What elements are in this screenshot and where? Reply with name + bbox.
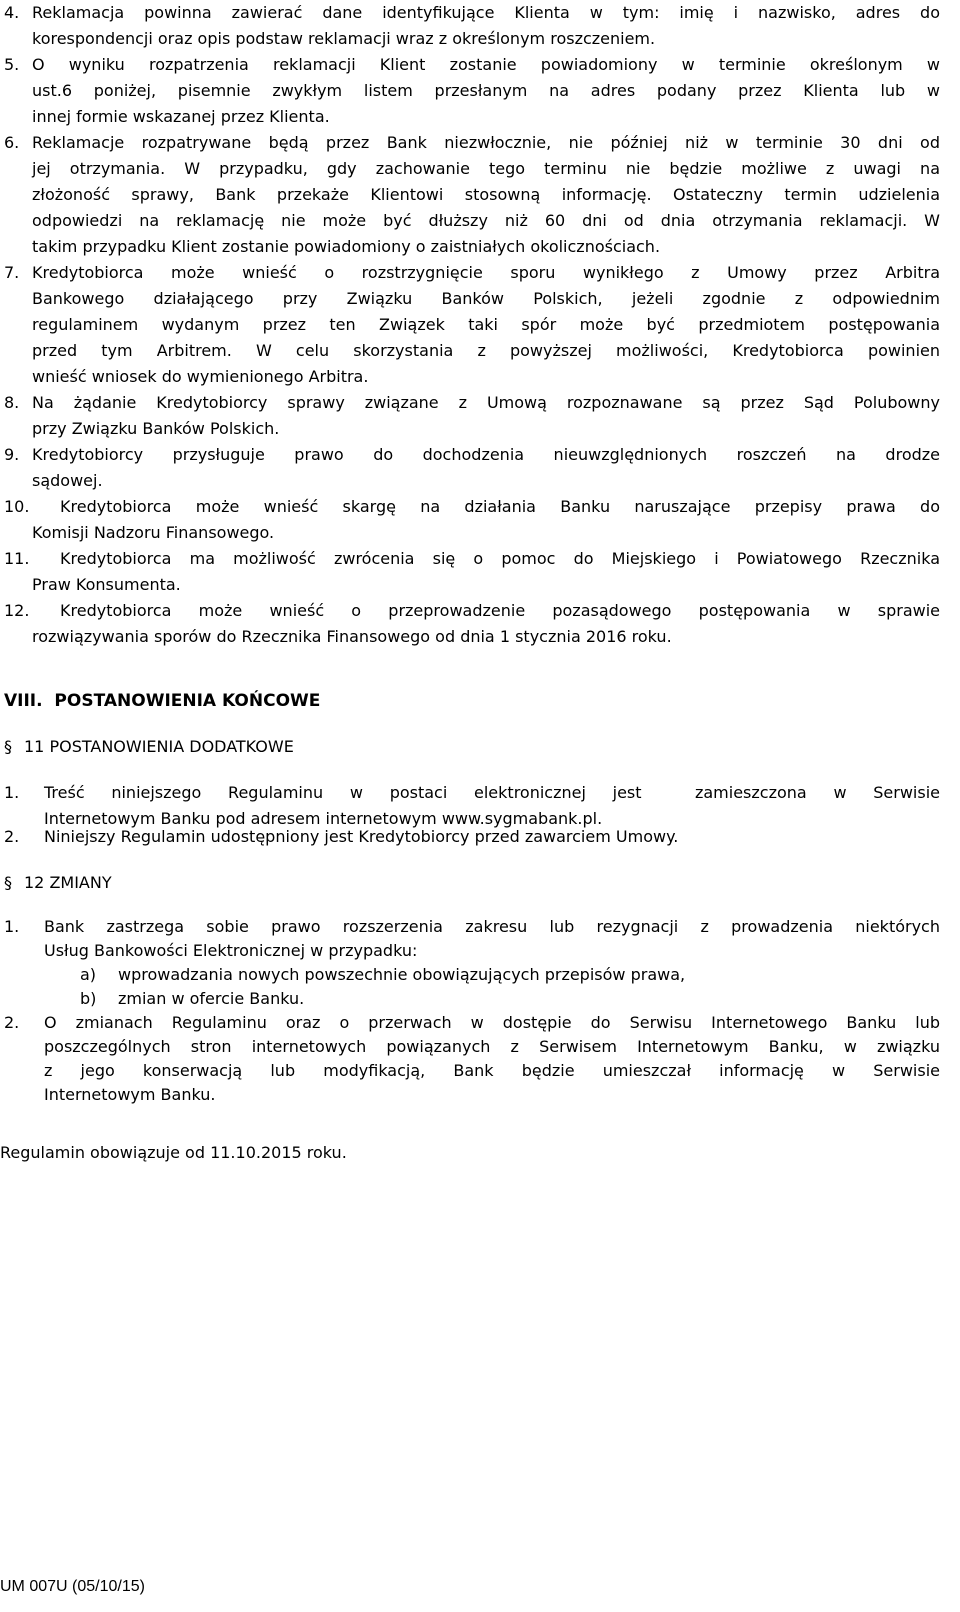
item-letter: b)	[80, 989, 97, 1008]
item-text: Kredytobiorca ma możliwość zwrócenia się o pomoc do Miejskiego i Powiatowego Rzecznika	[60, 549, 940, 568]
list-item-continuation	[0, 416, 940, 442]
item-text: Na żądanie Kredytobiorcy sprawy związane z Umową rozpoznawane są przez Sąd Polubowny	[32, 393, 940, 412]
sub-list-item	[0, 986, 940, 1012]
list-item	[0, 598, 940, 624]
item-text: Bank zastrzega sobie prawo rozszerzenia zakresu lub rezygnacji z prowadzenia niektórych	[44, 917, 940, 936]
list-item	[0, 824, 940, 850]
list-item	[0, 52, 940, 78]
list-item-continuation	[0, 364, 940, 390]
item-text: Praw Konsumenta.	[32, 575, 181, 594]
list-item	[0, 0, 940, 26]
list-item-continuation	[0, 338, 940, 364]
closing-statement	[0, 1140, 940, 1166]
item-text: Kredytobiorca może wnieść skargę na działania Banku naruszające przepisy prawa do	[60, 497, 940, 516]
list-item-continuation	[0, 624, 940, 650]
footer-code: UM 007U (05/10/15)	[0, 1578, 145, 1595]
section-heading-text: VIII. POSTANOWIENIA KOŃCOWE	[4, 691, 321, 711]
list-item-continuation	[0, 104, 940, 130]
list-item	[0, 260, 940, 286]
item-text: Internetowym Banku pod adresem internetowym www.sygmabank.pl.	[44, 809, 603, 828]
item-text: Internetowym Banku.	[44, 1085, 216, 1104]
item-text: wprowadzania nowych powszechnie obowiązujących przepisów prawa,	[118, 965, 686, 984]
item-number: 4.	[4, 3, 20, 22]
item-text: ust.6 poniżej, pisemnie zwykłym listem przesłanym na adres podany przez Klienta lub w	[32, 81, 940, 100]
list-item-continuation	[0, 234, 940, 260]
item-number: 2.	[4, 827, 20, 846]
list-item-continuation	[0, 468, 940, 494]
item-text: innej formie wskazanej przez Klienta.	[32, 107, 330, 126]
list-item-continuation	[0, 1082, 940, 1108]
list-item	[0, 130, 940, 156]
list-item	[0, 914, 940, 940]
item-text: Niniejszy Regulamin udostępniony jest Kredytobiorcy przed zawarciem Umowy.	[44, 827, 679, 846]
list-item-continuation	[0, 312, 940, 338]
subsection-heading	[0, 734, 940, 760]
item-text: regulaminem wydanym przez ten Związek taki spór może być przedmiotem postępowania	[32, 315, 940, 334]
item-number: 8.	[4, 393, 20, 412]
subsection-title: 11 POSTANOWIENIA DODATKOWE	[24, 737, 294, 756]
list-item-continuation	[0, 520, 940, 546]
closing-text: Regulamin obowiązuje od 11.10.2015 roku.	[0, 1143, 347, 1162]
list-item-continuation	[0, 26, 940, 52]
item-text: takim przypadku Klient zostanie powiadomiony o zaistniałych okolicznościach.	[32, 237, 661, 256]
item-number: 10.	[4, 497, 30, 516]
item-text: Komisji Nadzoru Finansowego.	[32, 523, 275, 542]
item-text: odpowiedzi na reklamację nie może być dłuższy niż 60 dni od dnia otrzymania reklamacji. W	[32, 211, 940, 230]
item-text: sądowej.	[32, 471, 103, 490]
item-number: 7.	[4, 263, 20, 282]
list-item-continuation	[0, 286, 940, 312]
list-item-continuation	[0, 938, 940, 964]
list-item-continuation	[0, 1034, 940, 1060]
item-letter: a)	[80, 965, 97, 984]
subsection-heading	[0, 870, 940, 896]
item-text: przy Związku Banków Polskich.	[32, 419, 280, 438]
item-text: poszczególnych stron internetowych powiązanych z Serwisem Internetowym Banku, w związku	[44, 1037, 940, 1056]
item-text: O wyniku rozpatrzenia reklamacji Klient zostanie powiadomiony w terminie określonym w	[32, 55, 940, 74]
list-item-continuation	[0, 156, 940, 182]
item-text: zmian w ofercie Banku.	[118, 989, 305, 1008]
item-text: Reklamacje rozpatrywane będą przez Bank niezwłocznie, nie później niż w terminie 30 dni od	[32, 133, 940, 152]
list-item	[0, 780, 940, 806]
item-text: z jego konserwacją lub modyfikacją, Bank będzie umieszczał informację w Serwisie	[44, 1061, 940, 1080]
item-text: Treść niniejszego Regulaminu w postaci elektronicznej jest zamieszczona w Serwisie	[44, 783, 940, 802]
list-item	[0, 390, 940, 416]
sub-list-item	[0, 962, 940, 988]
list-item-continuation	[0, 1058, 940, 1084]
item-text: Kredytobiorca może wnieść o przeprowadzenie pozasądowego postępowania w sprawie	[60, 601, 940, 620]
subsection-title: 12 ZMIANY	[24, 873, 112, 892]
item-text: złożoność sprawy, Bank przekaże Klientowi stosowną informację. Ostateczny termin udzielenia	[32, 185, 940, 204]
item-text: wnieść wniosek do wymienionego Arbitra.	[32, 367, 369, 386]
item-number: 1.	[4, 783, 20, 802]
item-number: 2.	[4, 1013, 20, 1032]
item-number: 9.	[4, 445, 20, 464]
list-item	[0, 494, 940, 520]
item-text: przed tym Arbitrem. W celu skorzystania z powyższej możliwości, Kredytobiorca powinien	[32, 341, 940, 360]
item-text: korespondencji oraz opis podstaw reklamacji wraz z określonym roszczeniem.	[32, 29, 656, 48]
item-number: 12.	[4, 601, 30, 620]
item-text: jej otrzymania. W przypadku, gdy zachowanie tego terminu nie będzie możliwe z uwagi na	[32, 159, 940, 178]
item-text: Kredytobiorcy przysługuje prawo do dochodzenia nieuwzględnionych roszczeń na drodze	[32, 445, 940, 464]
list-item-continuation	[0, 182, 940, 208]
list-item-continuation	[0, 208, 940, 234]
item-number: 1.	[4, 917, 20, 936]
section-sign-icon: §	[4, 737, 12, 756]
item-text: Bankowego działającego przy Związku Banków Polskich, jeżeli zgodnie z odpowiednim	[32, 289, 940, 308]
section-sign-icon: §	[4, 873, 12, 892]
item-text: Usług Bankowości Elektronicznej w przypadku:	[44, 941, 418, 960]
item-text: rozwiązywania sporów do Rzecznika Finansowego od dnia 1 stycznia 2016 roku.	[32, 627, 672, 646]
list-item-continuation	[0, 78, 940, 104]
item-text: Reklamacja powinna zawierać dane identyfikujące Klienta w tym: imię i nazwisko, adres do	[32, 3, 940, 22]
section-heading	[0, 688, 940, 714]
list-item	[0, 442, 940, 468]
item-text: O zmianach Regulaminu oraz o przerwach w dostępie do Serwisu Internetowego Banku lub	[44, 1013, 940, 1032]
list-item-continuation	[0, 572, 940, 598]
item-number: 6.	[4, 133, 20, 152]
item-number: 11.	[4, 549, 30, 568]
page-footer	[0, 1574, 940, 1600]
item-number: 5.	[4, 55, 20, 74]
list-item	[0, 1010, 940, 1036]
item-text: Kredytobiorca może wnieść o rozstrzygnięcie sporu wynikłego z Umowy przez Arbitra	[32, 263, 940, 282]
list-item	[0, 546, 940, 572]
